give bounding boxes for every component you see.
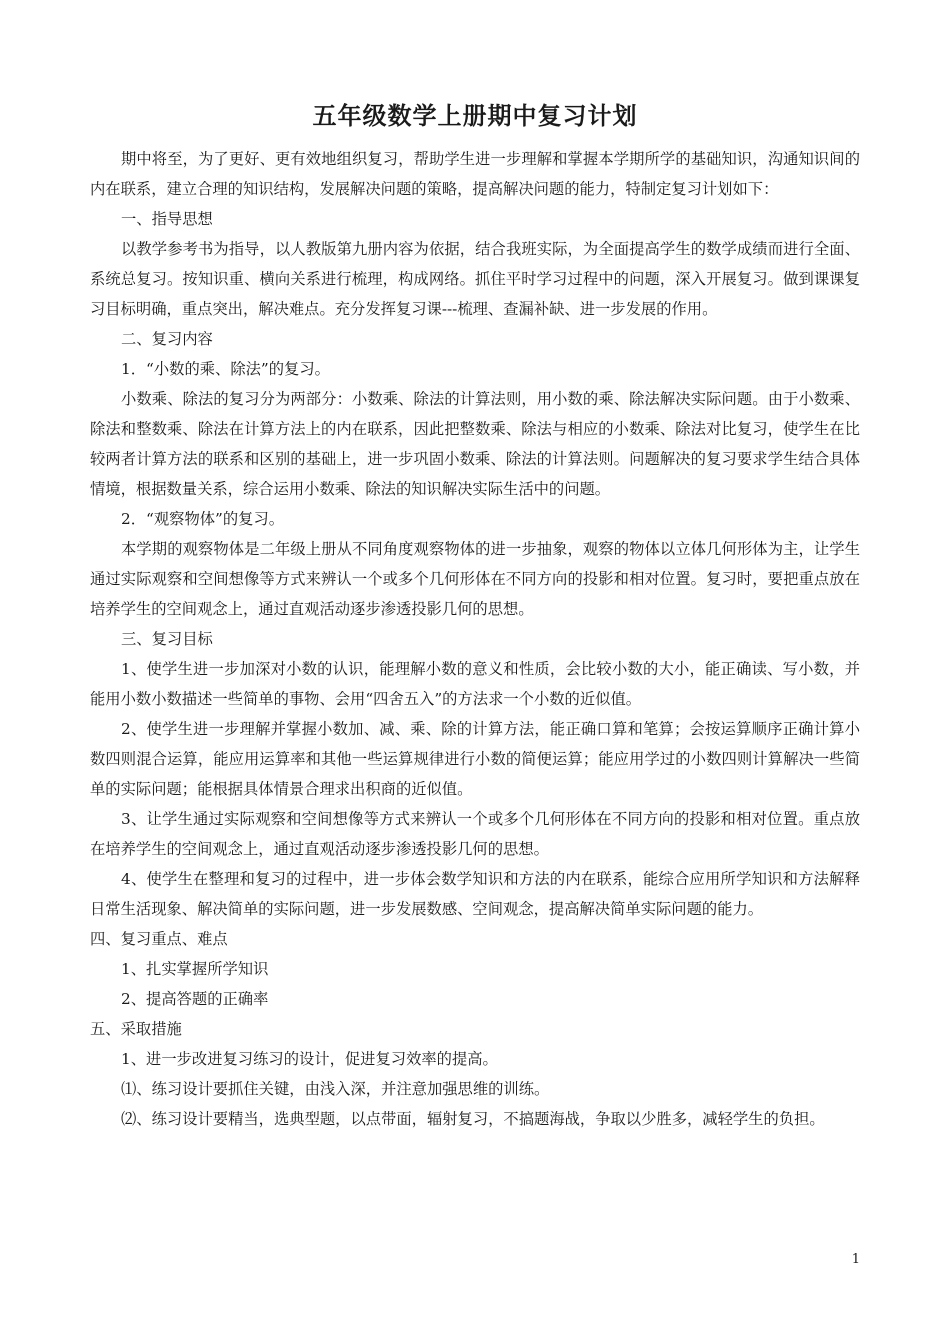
measure-1-2: ⑵、练习设计要精当，选典型题，以点带面，辐射复习，不搞题海战，争取以少胜多，减轻学生的负担。 [121, 1110, 825, 1128]
document-title: 五年级数学上册期中复习计划 [312, 102, 638, 130]
goal-1: 1、使学生进一步加深对小数的认识，能理解小数的意义和性质，会比较小数的大小，能正确读、写小数，并能用小数小数描述一些简单的事物、会用“四舍五入”的方法求一个小数的近似值。 [90, 660, 860, 708]
focus-1: 1、扎实掌握所学知识 [121, 960, 269, 978]
goal-2: 2、使学生进一步理解并掌握小数加、减、乘、除的计算方法，能正确口算和笔算；会按运算顺序正确计算小数四则混合运算，能应用运算率和其他一些运算规律进行小数的简便运算；能应用学过的小数四则计算解决一些简单的实际问题；能根据具体情景合理求出积商的近似值。 [90, 720, 860, 798]
section-heading-1: 一、指导思想 [121, 210, 213, 228]
measure-1: 1、进一步改进复习练习的设计，促进复习效率的提高。 [121, 1050, 498, 1068]
section-heading-2: 二、复习内容 [121, 330, 213, 348]
document-page [90, 100, 860, 1134]
paragraph-decimal: 小数乘、除法的复习分为两部分：小数乘、除法的计算法则，用小数的乘、除法解决实际问题。由于小数乘、除法和整数乘、除法在计算方法上的内在联系，因此把整数乘、除法与相应的小数乘、除法对比复习，使学生在比较两者计算方法的联系和区别的基础上，进一步巩固小数乘、除法的计算法则。问题解决的复习要求学生结合具体情境，根据数量关系，综合运用小数乘、除法的知识解决实际生活中的问题。 [90, 390, 860, 498]
measure-1-1: ⑴、练习设计要抓住关键，由浅入深，并注意加强思维的训练。 [121, 1080, 550, 1098]
section-heading-3: 三、复习目标 [121, 630, 213, 648]
goal-3: 3、让学生通过实际观察和空间想像等方式来辨认一个或多个几何形体在不同方向的投影和相对位置。重点放在培养学生的空间观念上，通过直观活动逐步渗透投影几何的思想。 [90, 810, 860, 858]
subheading-observe: 2．“观察物体”的复习。 [121, 510, 285, 528]
focus-2: 2、提高答题的正确率 [121, 990, 269, 1008]
subheading-decimal: 1．“小数的乘、除法”的复习。 [121, 360, 330, 378]
intro-paragraph: 期中将至，为了更好、更有效地组织复习，帮助学生进一步理解和掌握本学期所学的基础知识，沟通知识间的内在联系，建立合理的知识结构，发展解决问题的策略，提高解决问题的能力，特制定复习计划如下： [90, 150, 860, 198]
goal-4: 4、使学生在整理和复习的过程中，进一步体会数学知识和方法的内在联系，能综合应用所学知识和方法解释日常生活现象、解决简单的实际问题，进一步发展数感、空间观念，提高解决简单实际问题的能力。 [90, 870, 860, 918]
paragraph-observe: 本学期的观察物体是二年级上册从不同角度观察物体的进一步抽象，观察的物体以立体几何形体为主，让学生通过实际观察和空间想像等方式来辨认一个或多个几何形体在不同方向的投影和相对位置。复习时，要把重点放在培养学生的空间观念上，通过直观活动逐步渗透投影几何的思想。 [90, 540, 860, 618]
section-heading-4: 四、复习重点、难点 [90, 930, 228, 948]
page-number: 1 [851, 1252, 860, 1267]
section-heading-5: 五、采取措施 [90, 1020, 182, 1038]
paragraph-guidance: 以教学参考书为指导，以人教版第九册内容为依据，结合我班实际，为全面提高学生的数学成绩而进行全面、系统总复习。按知识重、横向关系进行梳理，构成网络。抓住平时学习过程中的问题，深入开展复习。做到课课复习目标明确，重点突出，解决难点。充分发挥复习课---梳理、查漏补缺、进一步发展的作用。 [90, 240, 860, 318]
